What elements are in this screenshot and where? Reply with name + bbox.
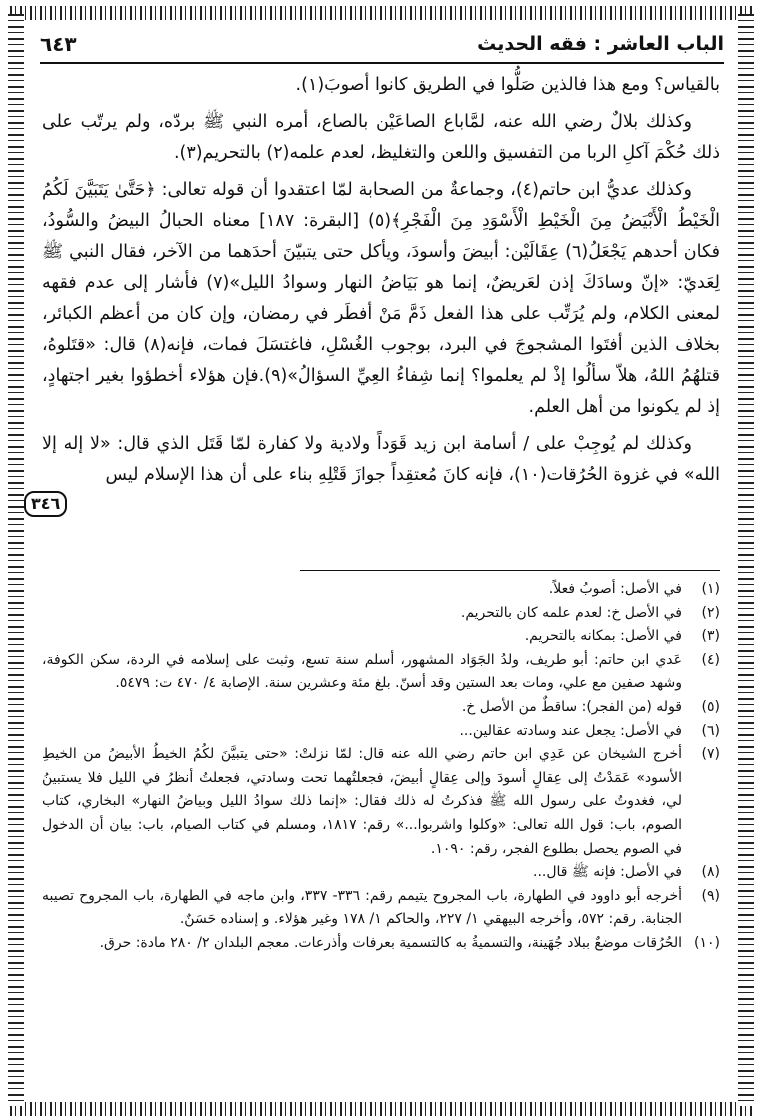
decorative-border-top	[10, 6, 754, 20]
footnote-number: (٤)	[701, 651, 720, 668]
footnote-number: (٥)	[701, 698, 720, 715]
footnote-text: في الأصل: فإنه ﷺ قال...	[533, 864, 682, 881]
footnote-number: (١)	[701, 581, 720, 597]
footnote-text: عَدي ابن حاتم: أبو طريف، ولدُ الجَوَاد المشهور، أسلم سنة تسع، وثبت على إسلامه في الردة، سكن الكوفة، وشهد صفين مع علي، ومات بعد الستين وقد أسنّ. بلغ مئة وعشرين سنة. الإصابة ٤/ ٤٧٠ ت: ٥٤٧٩.	[42, 651, 682, 692]
footnote-number: (٦)	[701, 722, 720, 739]
decorative-border-right	[738, 14, 754, 1106]
footnote-text: أخرجه أبو داوود في الطهارة، باب المجروح يتيمم رقم: ٣٣٦- ٣٣٧، وابن ماجه في الطهارة، باب المجروح تصيبه الجنابة. رقم: ٥٧٢، وأخرجه البيهقي ١/ ٢٢٧، والحاكم ١/ ١٧٨ وغير هؤلاء. و إسناده حَسَنٌ.	[42, 887, 682, 928]
footnote-item	[42, 720, 720, 744]
footnote-item	[42, 578, 720, 602]
footnote-text: في الأصل خ: لعدم علمه كان بالتحريم.	[460, 604, 682, 621]
footnote-item	[42, 602, 720, 626]
margin-page-reference: ٣٤٦	[24, 491, 67, 517]
footnote-text: في الأصل: أصوبُ فعلاً.	[548, 581, 682, 597]
page-header	[40, 26, 724, 64]
footnote-item	[42, 696, 720, 720]
footnote-number: (١٠)	[694, 934, 720, 951]
paragraph: وكذلك عديُّ ابن حاتم(٤)، وجماعةٌ من الصحابة لمّا اعتقدوا أن قوله تعالى: ﴿حَتَّىٰ يَتَبَيَّنَ لَكُمُ الْخَيْطُ الْأَبْيَضُ مِنَ الْخَيْطِ الْأَسْوَدِ مِنَ الْفَجْرِ﴾(٥) [البقرة: ١٨٧] معناه الحبالُ البيضُ والسُّودُ، فكان أحدهم يَجْعَلُ(٦) عِقَالَيْن: أبيضَ وأسودَ، ويأكل حتى يتبيّنَ أحدَهما من الآخر، فقال النبي ﷺ لِعَديّ: «إنّ وسادَكَ إذن لعَريضٌ، إنما هو بَيَاضُ النهار وسوادُ الليل»(٧) فأشار إلى عدم فقهه لمعنى الكلام، ولم يُرَتِّب على هذا الفعل ذَمَّ مَنْ أفطَر في رمضان، وإن كان من أعظم الكبائر، بخلاف الذين أفتَوا المشجوجَ في البرد، بوجوب الغُسْلِ، فاغتسَلَ فمات، فإنه(٨) قال: «قتَلوهُ، قتلهُمُ اللهُ، هلاّ سألُوا إذْ لم يعلموا؟ إنما شِفاءُ العِيِّ السؤالُ»(٩).فإن هؤلاء أخطؤوا بغير اجتهادٍ، إذ لم يكونوا من أهل العلم.	[42, 180, 721, 417]
footnotes	[42, 578, 720, 956]
footnote-item	[42, 861, 720, 885]
footnote-item	[42, 649, 720, 696]
paragraph: بالقياس؟ ومع هذا فالذين صَلُّوا في الطريق كانوا أصوبَ(١).	[295, 75, 720, 95]
footnote-item	[42, 625, 720, 649]
footnote-item	[42, 932, 720, 956]
footnote-item	[42, 885, 720, 932]
footnote-number: (٩)	[701, 887, 720, 904]
footnote-number: (٣)	[701, 628, 720, 645]
decorative-border-bottom	[10, 1102, 754, 1116]
paragraph: وكذلك لم يُوجِبْ على / أسامة ابن زيد قَوَداً ولادية ولا كفارة لمّا قَتَل الذي قال: «لا إله إلا الله» في غزوة الحُرُقات(١٠)، فإنه كانَ مُعتقِداً جوازَ قَتْلِهِ بناء على أن هذا الإسلام ليس	[42, 434, 720, 485]
footnote-number: (٧)	[701, 746, 720, 763]
footnote-separator	[300, 570, 720, 571]
chapter-title: الباب العاشر : فقه الحديث	[477, 33, 724, 55]
footnote-text: الحُرُقات موضعٌ ببلاد جُهَينة، والتسميةُ به كالتسمية بعرفات وأذرعات. معجم البلدان ٢/ ٢٨٠ مادة: حرق.	[99, 934, 682, 951]
footnote-text: أخرج الشيخان عن عَدِي ابن حاتم رضي الله عنه قال: لمّا نزلتْ: «حتى يتبيَّنَ لكُمُ الخيطُ الأبيضُ من الخيطِ الأسود» عَمَدْتُ إلى عِقالٍ أسودَ وإلى عِقالٍ أبيضَ، فجعلتُهما تحت وسادتي، فجعلتُ أنظرُ في الليل فلا يستبينُ لي، فغدوتُ على رسول الله ﷺ فذكرتُ له ذلك فقال: «إنما ذلك سوادُ الليل وبياضُ النهار» البخاري، كتاب الصوم، باب: قول الله تعالى: «وكلوا واشربوا...» رقم: ١٨١٧، ومسلم في كتاب الصيام، باب: بيان أن الدخول في الصوم يحصل بطلوع الفجر، رقم: ١٠٩٠.	[42, 746, 682, 857]
footnote-number: (٢)	[701, 604, 720, 621]
paragraph: وكذلك بلالٌ رضي الله عنه، لمَّاباع الصاعَيْن بالصاع، أمره النبي ﷺ بردّه، ولم يرتّب على ذلك حُكْمَ آكلِ الربا من التفسيق واللعن والتغليظ، لعدم علمه(٢) بالتحريم(٣).	[42, 112, 720, 163]
footnote-number: (٨)	[701, 864, 720, 881]
footnote-text: قوله (من الفجر): ساقطٌ من الأصل خ.	[461, 698, 682, 715]
decorative-border-left	[8, 14, 24, 1106]
page-number: ٦٤٣	[40, 32, 77, 56]
footnote-item	[42, 743, 720, 861]
footnote-text: في الأصل: بمكانه بالتحريم.	[524, 628, 682, 645]
main-text	[42, 70, 720, 497]
footnote-text: في الأصل: يجعل عند وسادته عقالين...	[459, 722, 682, 739]
